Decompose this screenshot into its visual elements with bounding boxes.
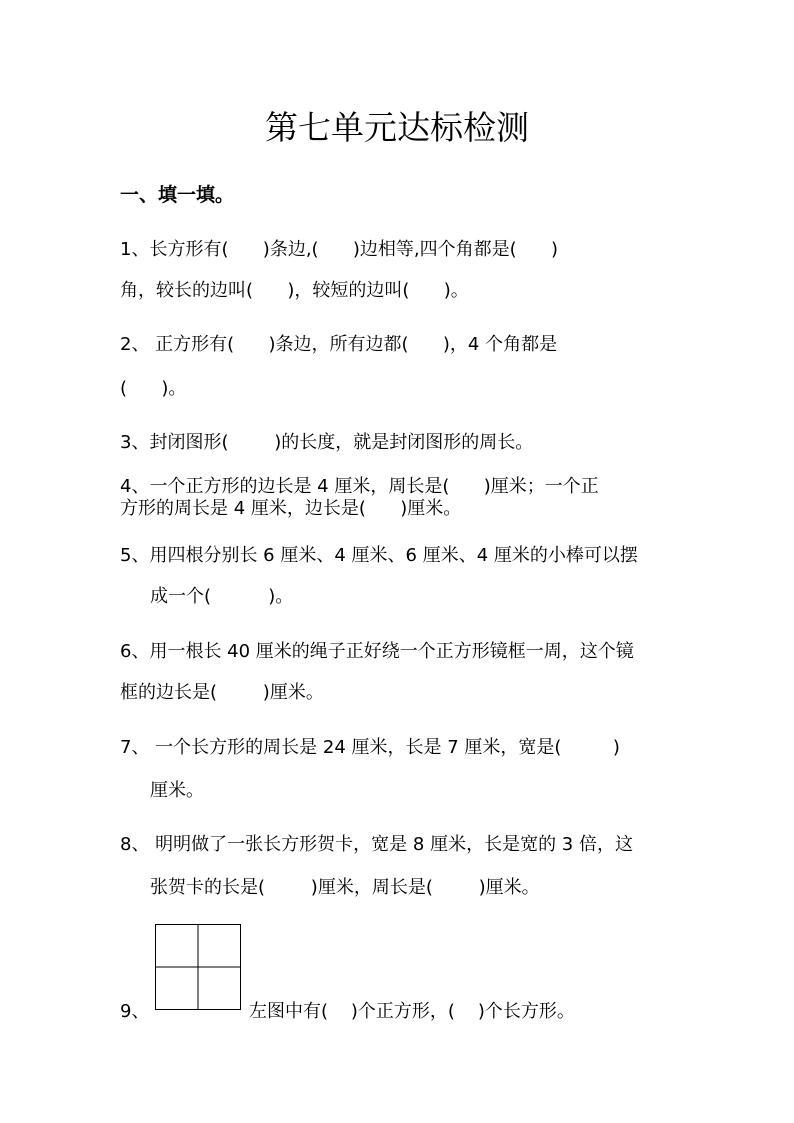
question-4-line-2: 方形的周长是 4 厘米，边长是( )厘米。 bbox=[120, 498, 462, 519]
section-heading: 一、填一填。 bbox=[120, 184, 235, 206]
question-6-line-2: 框的边长是( )厘米。 bbox=[120, 682, 324, 703]
question-1-line-1: 1、长方形有( )条边,( )边相等,四个角都是( ) bbox=[120, 239, 559, 260]
question-9-number: 9、 bbox=[120, 1001, 150, 1022]
page-title: 第七单元达标检测 bbox=[265, 108, 529, 147]
question-9-text: 左图中有( )个正方形，( )个长方形。 bbox=[249, 1001, 575, 1022]
question-8-line-2: 张贺卡的长是( )厘米，周长是( )厘米。 bbox=[150, 877, 540, 898]
question-7-line-2: 厘米。 bbox=[150, 780, 204, 801]
question-2-line-1: 2、 正方形有( )条边，所有边都( )，4 个角都是 bbox=[120, 334, 558, 355]
question-4-line-1: 4、一个正方形的边长是 4 厘米，周长是( )厘米；一个正 bbox=[120, 476, 599, 497]
question-6-line-1: 6、用一根长 40 厘米的绳子正好绕一个正方形镜框一周，这个镜 bbox=[120, 641, 634, 662]
question-2-line-2: ( )。 bbox=[120, 378, 187, 399]
question-7-line-1: 7、 一个长方形的周长是 24 厘米，长是 7 厘米，宽是( ) bbox=[120, 737, 620, 758]
grid-figure bbox=[155, 924, 241, 1010]
question-8-line-1: 8、 明明做了一张长方形贺卡，宽是 8 厘米，长是宽的 3 倍，这 bbox=[120, 834, 633, 855]
question-5-line-1: 5、用四根分别长 6 厘米、4 厘米、6 厘米、4 厘米的小棒可以摆 bbox=[120, 545, 638, 566]
question-5-line-2: 成一个( )。 bbox=[150, 586, 294, 607]
question-3-line-1: 3、封闭图形( )的长度，就是封闭图形的周长。 bbox=[120, 432, 534, 453]
question-1-line-2: 角，较长的边叫( )，较短的边叫( )。 bbox=[120, 280, 469, 301]
